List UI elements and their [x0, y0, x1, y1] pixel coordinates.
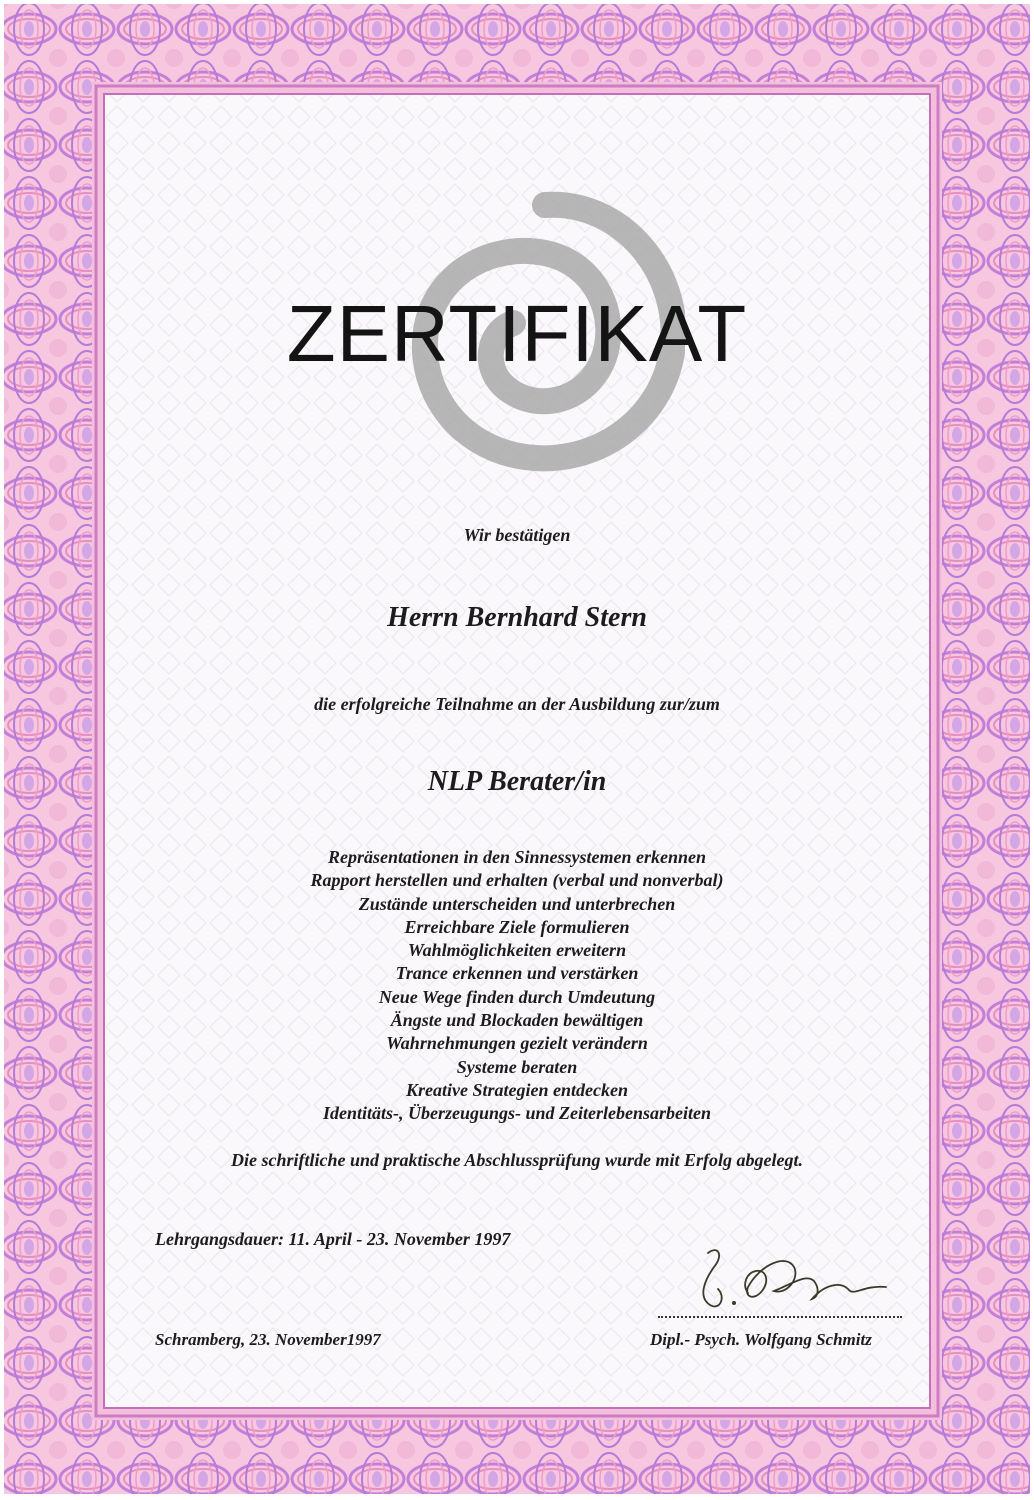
topic-item: Repräsentationen in den Sinnessystemen erkennen: [327, 847, 707, 867]
topics-list: [0, 846, 1034, 1126]
exam-line: Die schriftliche und praktische Abschlussprüfung wurde mit Erfolg abgelegt.: [231, 1150, 803, 1170]
qualification-title: NLP Berater/in: [427, 766, 607, 797]
course-duration: Lehrgangsdauer: 11. April - 23. November 1997: [155, 1229, 511, 1249]
topic-item: Systeme beraten: [456, 1056, 578, 1077]
topic-item: Zustände unterscheiden und unterbrechen: [358, 893, 676, 914]
participation-line: die erfolgreiche Teilnahme an der Ausbildung zur/zum: [314, 694, 720, 714]
topic-item: Kreative Strategien entdecken: [406, 1079, 628, 1100]
topic-item: Wahrnehmungen gezielt verändern: [386, 1033, 648, 1054]
place-date: Schramberg, 23. November1997: [155, 1330, 381, 1349]
recipient-name: Herrn Bernhard Stern: [387, 602, 647, 633]
topic-item: Rapport herstellen und erhalten (verbal und nonverbal): [310, 870, 724, 891]
confirm-line: Wir bestätigen: [463, 525, 571, 545]
certificate-title: ZERTIFIKAT: [286, 289, 748, 378]
handwritten-signature: [690, 1245, 900, 1315]
signature-line: [658, 1316, 902, 1318]
topic-item: Trance erkennen und verstärken: [395, 963, 639, 984]
topic-item: Neue Wege finden durch Umdeutung: [378, 986, 656, 1007]
topic-item: Wahlmöglichkeiten erweitern: [407, 940, 627, 961]
signatory-name: Dipl.- Psych. Wolfgang Schmitz: [650, 1330, 872, 1349]
topic-item: Identitäts-, Überzeugungs- und Zeiterlebensarbeiten: [322, 1103, 712, 1124]
topic-item: Erreichbare Ziele formulieren: [404, 916, 630, 937]
topic-item: Ängste und Blockaden bewältigen: [390, 1010, 644, 1031]
